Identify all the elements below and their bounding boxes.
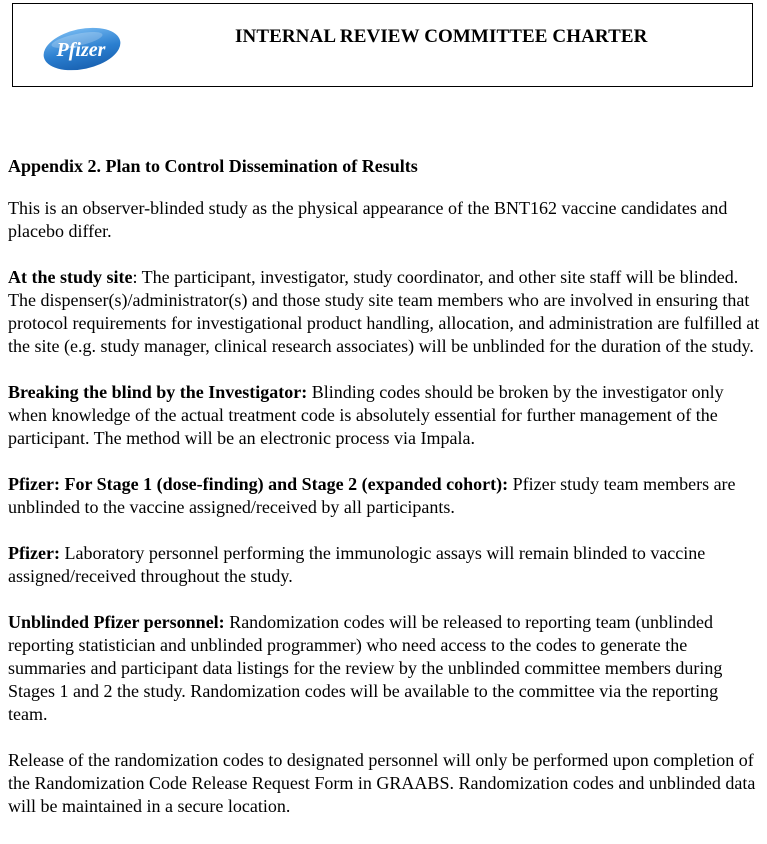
document-header: [12, 3, 753, 87]
study-site-body: : The participant, investigator, study coordinator, and other site staff will be blinded. The dispenser(s)/administrator(s) and those study site team members who are involved in ensuring that protocol requirements for investigational product handling, allocation, and administration are fulfilled at the site (e.g. study manager, clinical research associates) will be unblinded for the duration of the study.: [8, 267, 760, 356]
appendix-section: [8, 155, 760, 841]
unblinded-personnel-paragraph: [8, 611, 760, 726]
pfizer-lab-paragraph: [8, 542, 760, 588]
document-title: INTERNAL REVIEW COMMITTEE CHARTER: [235, 26, 648, 47]
breaking-blind-body: Blinding codes should be broken by the investigator only when knowledge of the actual treatment code is absolutely essential for further management of the participant. The method will be an electronic process via Impala.: [8, 382, 724, 448]
pfizer-logo-icon: [41, 26, 123, 72]
study-site-paragraph: [8, 266, 760, 358]
unblinded-personnel-body: Randomization codes will be released to reporting team (unblinded reporting statistician and unblinded programmer) who need access to the codes to generate the summaries and participant data listings for the review by the unblinded committee members during Stages 1 and 2 the study. Randomization codes will be available to the committee via the reporting team.: [8, 612, 723, 724]
pfizer-stages-lead: Pfizer: For Stage 1 (dose-finding) and Stage 2 (expanded cohort):: [8, 474, 509, 494]
appendix-heading: Appendix 2. Plan to Control Dissemination of Results: [8, 156, 418, 176]
pfizer-lab-body: Laboratory personnel performing the immunologic assays will remain blinded to vaccine assigned/received throughout the study.: [8, 543, 706, 586]
closing-paragraph: Release of the randomization codes to designated personnel will only be performed upon completion of the Randomization Code Release Request Form in GRAABS. Randomization codes and unblinded data will be maintained in a secure location.: [8, 750, 756, 816]
pfizer-logo-text: Pfizer: [56, 39, 106, 61]
unblinded-personnel-lead: Unblinded Pfizer personnel:: [8, 612, 225, 632]
pfizer-stages-body: Pfizer study team members are unblinded to the vaccine assigned/received by all participants.: [8, 474, 736, 517]
breaking-blind-lead: Breaking the blind by the Investigator:: [8, 382, 308, 402]
intro-paragraph: This is an observer-blinded study as the physical appearance of the BNT162 vaccine candidates and placebo differ.: [8, 198, 728, 241]
pfizer-stages-paragraph: [8, 473, 760, 519]
breaking-blind-paragraph: [8, 381, 760, 450]
study-site-lead: At the study site: [8, 267, 133, 287]
pfizer-lab-lead: Pfizer:: [8, 543, 60, 563]
